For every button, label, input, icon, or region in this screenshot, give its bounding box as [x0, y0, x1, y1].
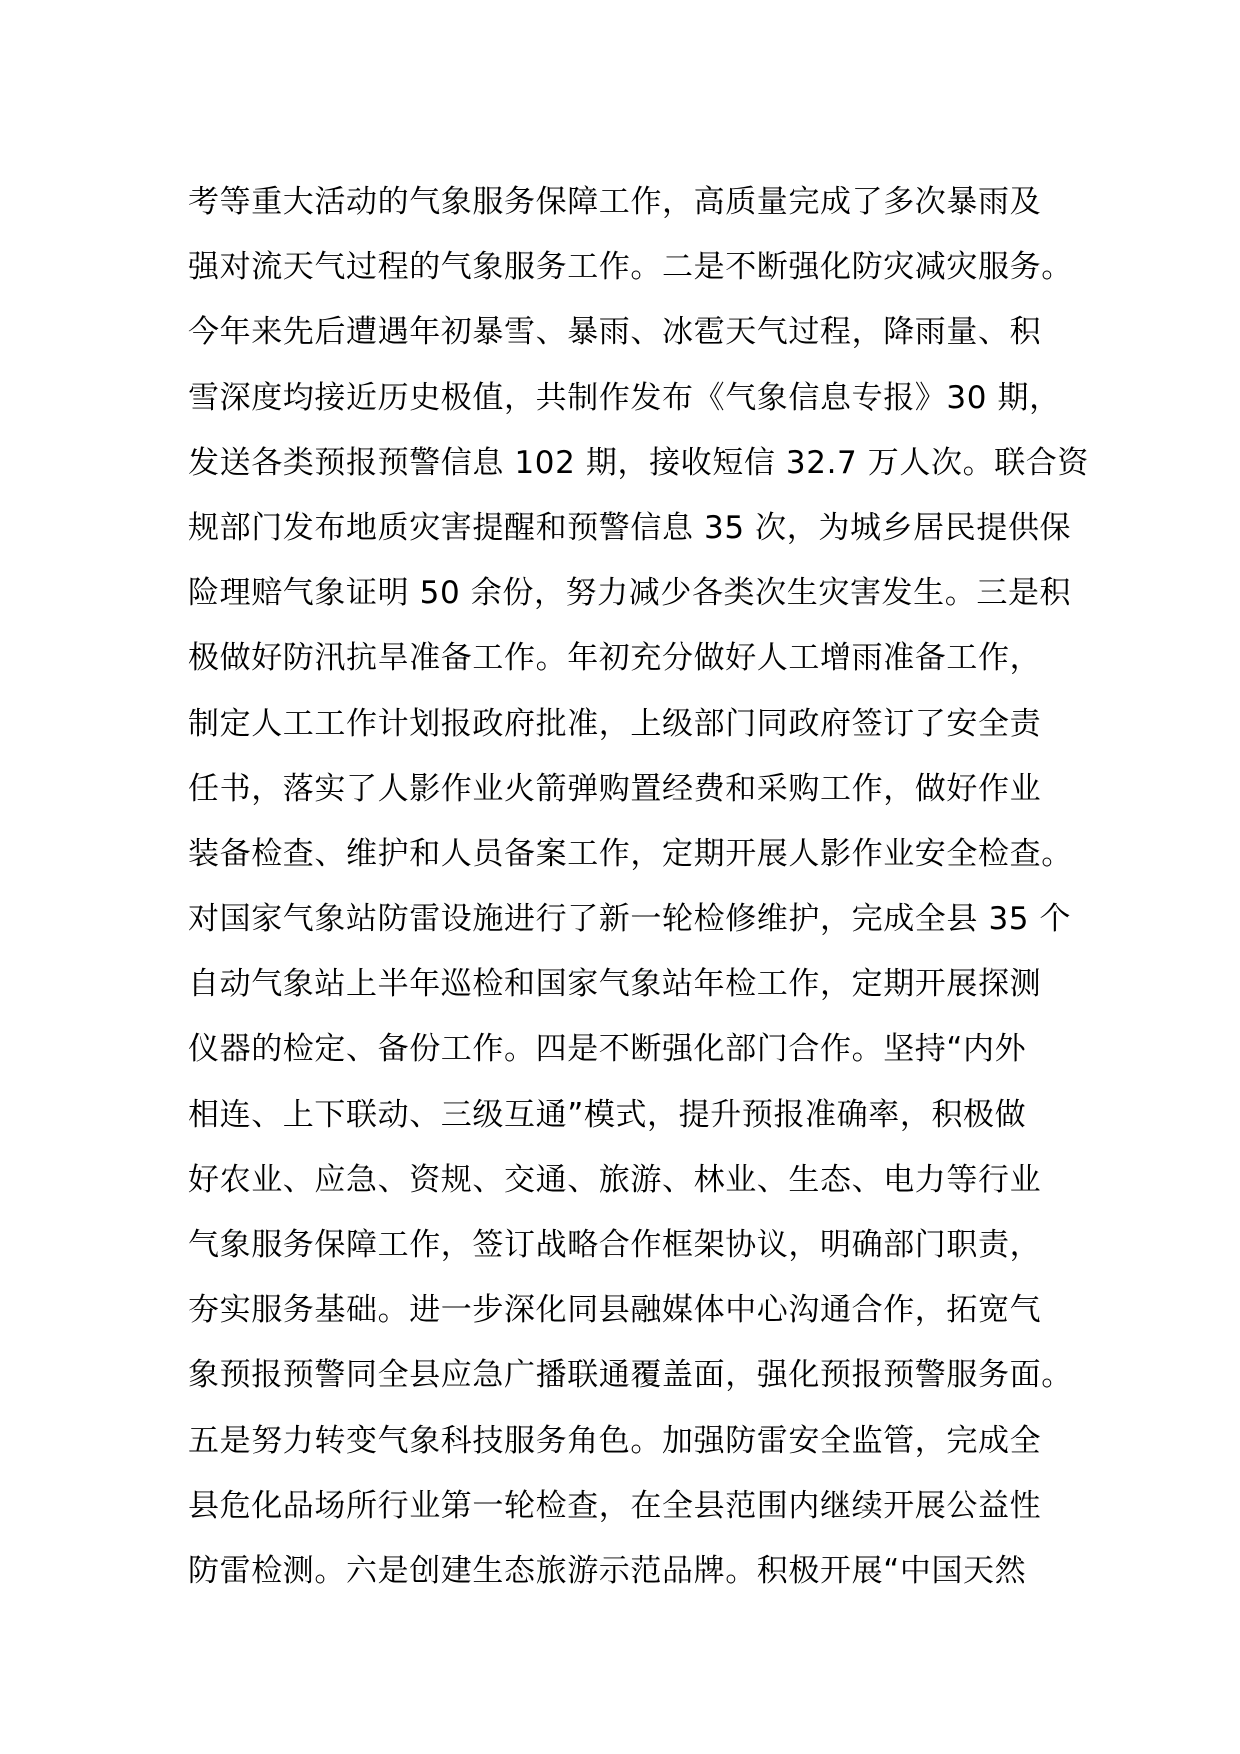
- text-line: 险理赔气象证明 50 余份，努力减少各类次生灾害发生。三是积: [188, 575, 1072, 612]
- text-line: 强对流天气过程的气象服务工作。二是不断强化防灾减灾服务。: [188, 249, 1073, 286]
- text-line: 相连、上下联动、三级互通”模式，提升预报准确率，积极做: [188, 1096, 1027, 1133]
- text-line: 规部门发布地质灾害提醒和预警信息 35 次，为城乡居民提供保: [188, 509, 1072, 546]
- text-line: 好农业、应急、资规、交通、旅游、林业、生态、电力等行业: [188, 1161, 1042, 1198]
- text-line: 发送各类预报预警信息 102 期，接收短信 32.7 万人次。联合资: [188, 444, 1090, 481]
- text-line: 气象服务保障工作，签订战略合作框架协议，明确部门职责，: [188, 1227, 1042, 1263]
- text-line: 极做好防汛抗旱准备工作。年初充分做好人工增雨准备工作，: [188, 640, 1042, 677]
- text-line: 今年来先后遭遇年初暴雪、暴雨、冰雹天气过程，降雨量、积: [188, 314, 1042, 351]
- text-line: 五是努力转变气象科技服务角色。加强防雷安全监管，完成全: [188, 1422, 1042, 1459]
- text-line: 对国家气象站防雷设施进行了新一轮检修维护，完成全县 35 个: [188, 901, 1072, 938]
- text-line: 装备检查、维护和人员备案工作，定期开展人影作业安全检查。: [188, 835, 1073, 872]
- text-line: 夯实服务基础。进一步深化同县融媒体中心沟通合作，拓宽气: [188, 1292, 1042, 1329]
- text-line: 县危化品场所行业第一轮检查，在全县范围内继续开展公益性: [188, 1487, 1042, 1524]
- text-line: 任书，落实了人影作业火箭弹购置经费和采购工作，做好作业: [188, 770, 1042, 807]
- text-line: 仪器的检定、备份工作。四是不断强化部门合作。坚持“内外: [188, 1031, 1027, 1068]
- body-text: [188, 170, 1088, 1604]
- text-line: 防雷检测。六是创建生态旅游示范品牌。积极开展“中国天然: [188, 1552, 1027, 1589]
- text-line: 雪深度均接近历史极值，共制作发布《气象信息专报》30 期，: [188, 379, 1061, 416]
- text-line: 象预报预警同全县应急广播联通覆盖面，强化预报预警服务面。: [188, 1357, 1073, 1394]
- text-line: 自动气象站上半年巡检和国家气象站年检工作，定期开展探测: [188, 966, 1042, 1003]
- text-line: 考等重大活动的气象服务保障工作，高质量完成了多次暴雨及: [188, 184, 1042, 220]
- text-line: 制定人工工作计划报政府批准，上级部门同政府签订了安全责: [188, 705, 1042, 742]
